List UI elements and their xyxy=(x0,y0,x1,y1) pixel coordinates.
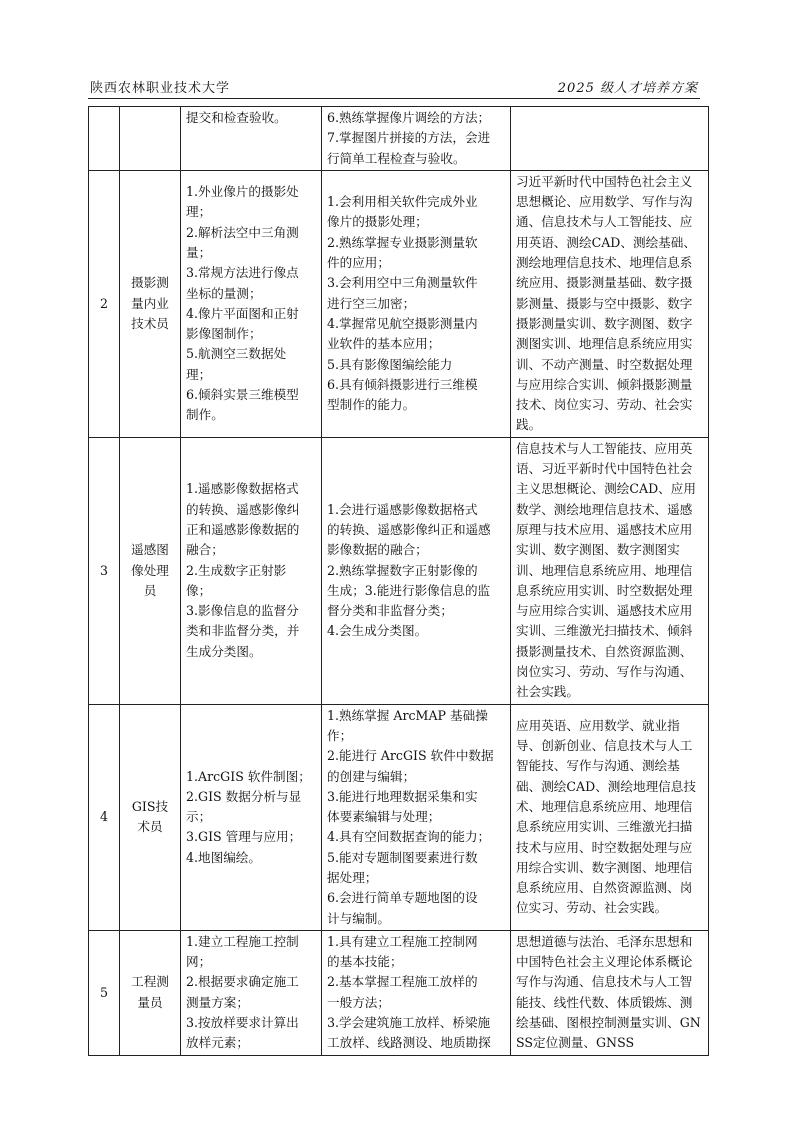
table-row xyxy=(89,704,709,930)
row-number: 4 xyxy=(89,704,120,930)
typical-tasks: 1.外业像片的摄影处 理； 2.解析法空中三角测 量； 3.常规方法进行像点 坐标的量测； 4.像片平面图和正射 影像图制作； 5.航测空三数据处 理； 6.倾斜实景三维模型 制作。 xyxy=(181,170,322,437)
job-role: GIS技术员 xyxy=(120,704,181,930)
ability-requirements: 1.会进行遥感影像数据格式 的转换、遥感影像纠正和遥感 影像数据的融合； 2.熟练掌握数字正射影像的 生成；3.能进行影像信息的监 督分类和非监督分类； 4.会生成分类图。 xyxy=(322,437,511,704)
supporting-courses xyxy=(511,107,709,171)
school-name: 陕西农林职业技术大学 xyxy=(90,81,231,96)
typical-tasks: 1.建立工程施工控制 网； 2.根据要求确定施工 测量方案； 3.按放样要求计算出 放样元素； xyxy=(181,930,322,1055)
row-number: 3 xyxy=(89,437,120,704)
ability-requirements: 1.具有建立工程施工控制网 的基本技能； 2.基本掌握工程施工放样的 一般方法； 3.学会建筑施工放样、桥梁施 工放样、线路测设、地质勘探 xyxy=(322,930,511,1055)
page-header xyxy=(88,74,700,99)
table-row xyxy=(89,107,709,171)
job-role: 摄影测量内业技术员 xyxy=(120,170,181,437)
table-row xyxy=(89,170,709,437)
table-row xyxy=(89,437,709,704)
row-number: 2 xyxy=(89,170,120,437)
row-number xyxy=(89,107,120,171)
job-role: 遥感图像处理员 xyxy=(120,437,181,704)
ability-requirements: 1.会利用相关软件完成外业 像片的摄影处理； 2.熟练掌握专业摄影测量软 件的应用； 3.会利用空中三角测量软件 进行空三加密； 4.掌握常见航空摄影测量内 业软件的基本应用； 5.具有影像图编绘能力 6.具有倾斜摄影进行三维模 型制作的能力。 xyxy=(322,170,511,437)
typical-tasks: 1.ArcGIS 软件制图； 2.GIS 数据分析与显 示； 3.GIS 管理与应用； 4.地图编绘。 xyxy=(181,704,322,930)
table-row xyxy=(89,930,709,1055)
supporting-courses: 思想道德与法治、毛泽东思想和中国特色社会主义理论体系概论写作与沟通、信息技术与人工智能技、线性代数、体质锻炼、测绘基础、图根控制测量实训、GNSS定位测量、GNSS xyxy=(511,930,709,1055)
supporting-courses: 信息技术与人工智能技、应用英语、习近平新时代中国特色社会主义思想概论、测绘CAD、应用数学、测绘地理信息技术、遥感原理与技术应用、遥感技术应用实训、数字测图、数字测图实训、地理信息系统应用、地理信息系统应用实训、时空数据处理与应用综合实训、遥感技术应用实训、三维激光扫描技术、倾斜摄影测量技术、自然资源监测、岗位实习、劳动、写作与沟通、社会实践。 xyxy=(511,437,709,704)
ability-requirements: 6.熟练掌握像片调绘的方法； 7.掌握图片拼接的方法，会进 行简单工程检查与验收。 xyxy=(322,107,511,171)
plan-title: 2025 级人才培养方案 xyxy=(557,81,698,96)
row-number: 5 xyxy=(89,930,120,1055)
job-role xyxy=(120,107,181,171)
job-role: 工程测量员 xyxy=(120,930,181,1055)
supporting-courses: 习近平新时代中国特色社会主义思想概论、应用数学、写作与沟通、信息技术与人工智能技、应用英语、测绘CAD、测绘基础、测绘地理信息技术、地理信息系统应用、摄影测量基础、数字摄影测量、摄影与空中摄影、数字摄影测量实训、数字测图、数字测图实训、地理信息系统应用实训、不动产测量、时空数据处理与应用综合实训、倾斜摄影测量技术、岗位实习、劳动、社会实践。 xyxy=(511,170,709,437)
job-ability-table xyxy=(88,106,709,1056)
typical-tasks: 提交和检查验收。 xyxy=(181,107,322,171)
typical-tasks: 1.遥感影像数据格式 的转换、遥感影像纠 正和遥感影像数据的 融合； 2.生成数字正射影 像； 3.影像信息的监督分 类和非监督分类，并 生成分类图。 xyxy=(181,437,322,704)
ability-requirements: 1.熟练掌握 ArcMAP 基础操 作； 2.能进行 ArcGIS 软件中数据 的创建与编辑； 3.能进行地理数据采集和实 体要素编辑与处理； 4.具有空间数据查询的能力； 5.能对专题制图要素进行数 据处理； 6.会进行简单专题地图的设 计与编制。 xyxy=(322,704,511,930)
supporting-courses: 应用英语、应用数学、就业指导、创新创业、信息技术与人工智能技、写作与沟通、测绘基础、测绘CAD、测绘地理信息技术、地理信息系统应用、地理信息系统应用实训、三维激光扫描技术与应用、时空数据处理与应用综合实训、数字测图、地理信息系统应用、自然资源监测、岗位实习、劳动、社会实践。 xyxy=(511,704,709,930)
